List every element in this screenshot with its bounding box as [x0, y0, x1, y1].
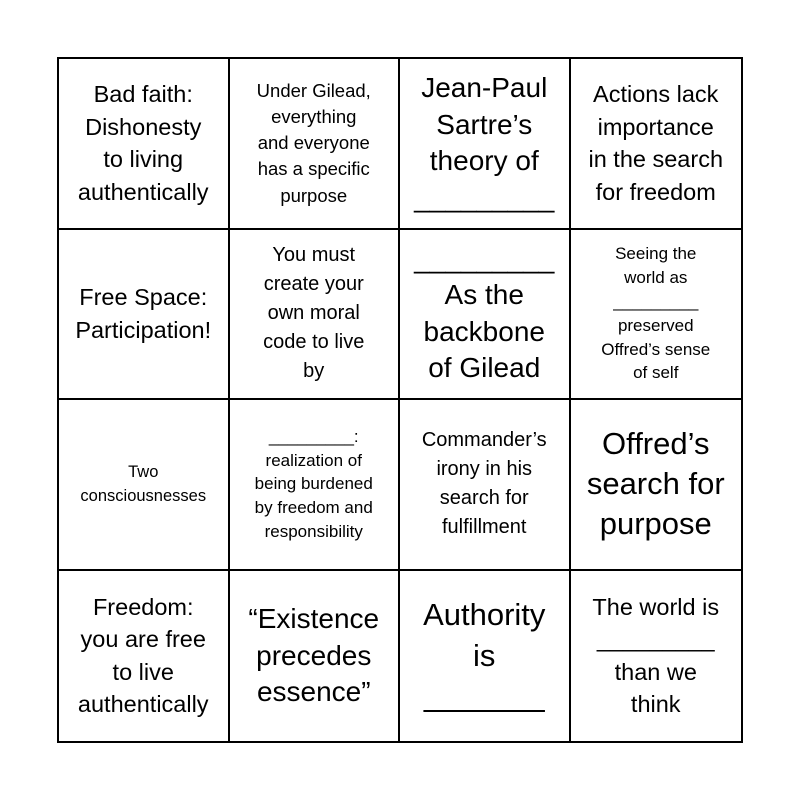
bingo-cell-text: Authority is _______: [423, 597, 546, 713]
bingo-cell-text: Commander’s irony in his search for fulfillment: [421, 429, 547, 539]
bingo-cell-text: The world is _________ than we think: [592, 593, 720, 718]
bingo-cell-text: Under Gilead, everything and everyone has a specific purpose: [256, 79, 371, 206]
bingo-cell-11[interactable]: [400, 400, 571, 571]
bingo-cell-6[interactable]: [230, 230, 401, 401]
bingo-cell-text: Actions lack importance in the search for freedom: [588, 81, 724, 205]
bingo-cell-13[interactable]: [59, 571, 230, 742]
bingo-cell-5[interactable]: [59, 230, 230, 401]
bingo-cell-4[interactable]: [571, 59, 742, 230]
bingo-cell-text: Free Space: Participation!: [75, 284, 212, 343]
bingo-cell-9[interactable]: [59, 400, 230, 571]
bingo-cell-10[interactable]: [230, 400, 401, 571]
bingo-cell-text: Bad faith: Dishonesty to living authentically: [77, 81, 209, 205]
bingo-cell-8[interactable]: [571, 230, 742, 401]
bingo-cell-text: Offred’s search for purpose: [586, 425, 725, 542]
bingo-cell-2[interactable]: [230, 59, 401, 230]
bingo-cell-7[interactable]: [400, 230, 571, 401]
bingo-cell-12[interactable]: [571, 400, 742, 571]
bingo-cell-text: _________: realization of being burdened by freedom and responsibility: [254, 426, 373, 541]
bingo-cell-text: You must create your own moral code to live by: [263, 244, 365, 383]
bingo-cell-text: Seeing the world as _________ preserved Offred’s sense of self: [601, 244, 711, 383]
bingo-cell-text: Jean-Paul Sartre’s theory of _________: [414, 72, 555, 213]
bingo-cell-16[interactable]: [571, 571, 742, 742]
bingo-cell-text: Two consciousnesses: [80, 462, 207, 506]
bingo-cell-text: _________ As the backbone of Gilead: [414, 242, 555, 384]
bingo-cell-text: Freedom: you are free to live authentically: [77, 593, 209, 718]
bingo-cell-1[interactable]: [59, 59, 230, 230]
bingo-cell-text: “Existence precedes essence”: [248, 603, 380, 707]
bingo-cell-3[interactable]: [400, 59, 571, 230]
bingo-board: [57, 57, 743, 743]
bingo-cell-15[interactable]: [400, 571, 571, 742]
bingo-cell-14[interactable]: [230, 571, 401, 742]
